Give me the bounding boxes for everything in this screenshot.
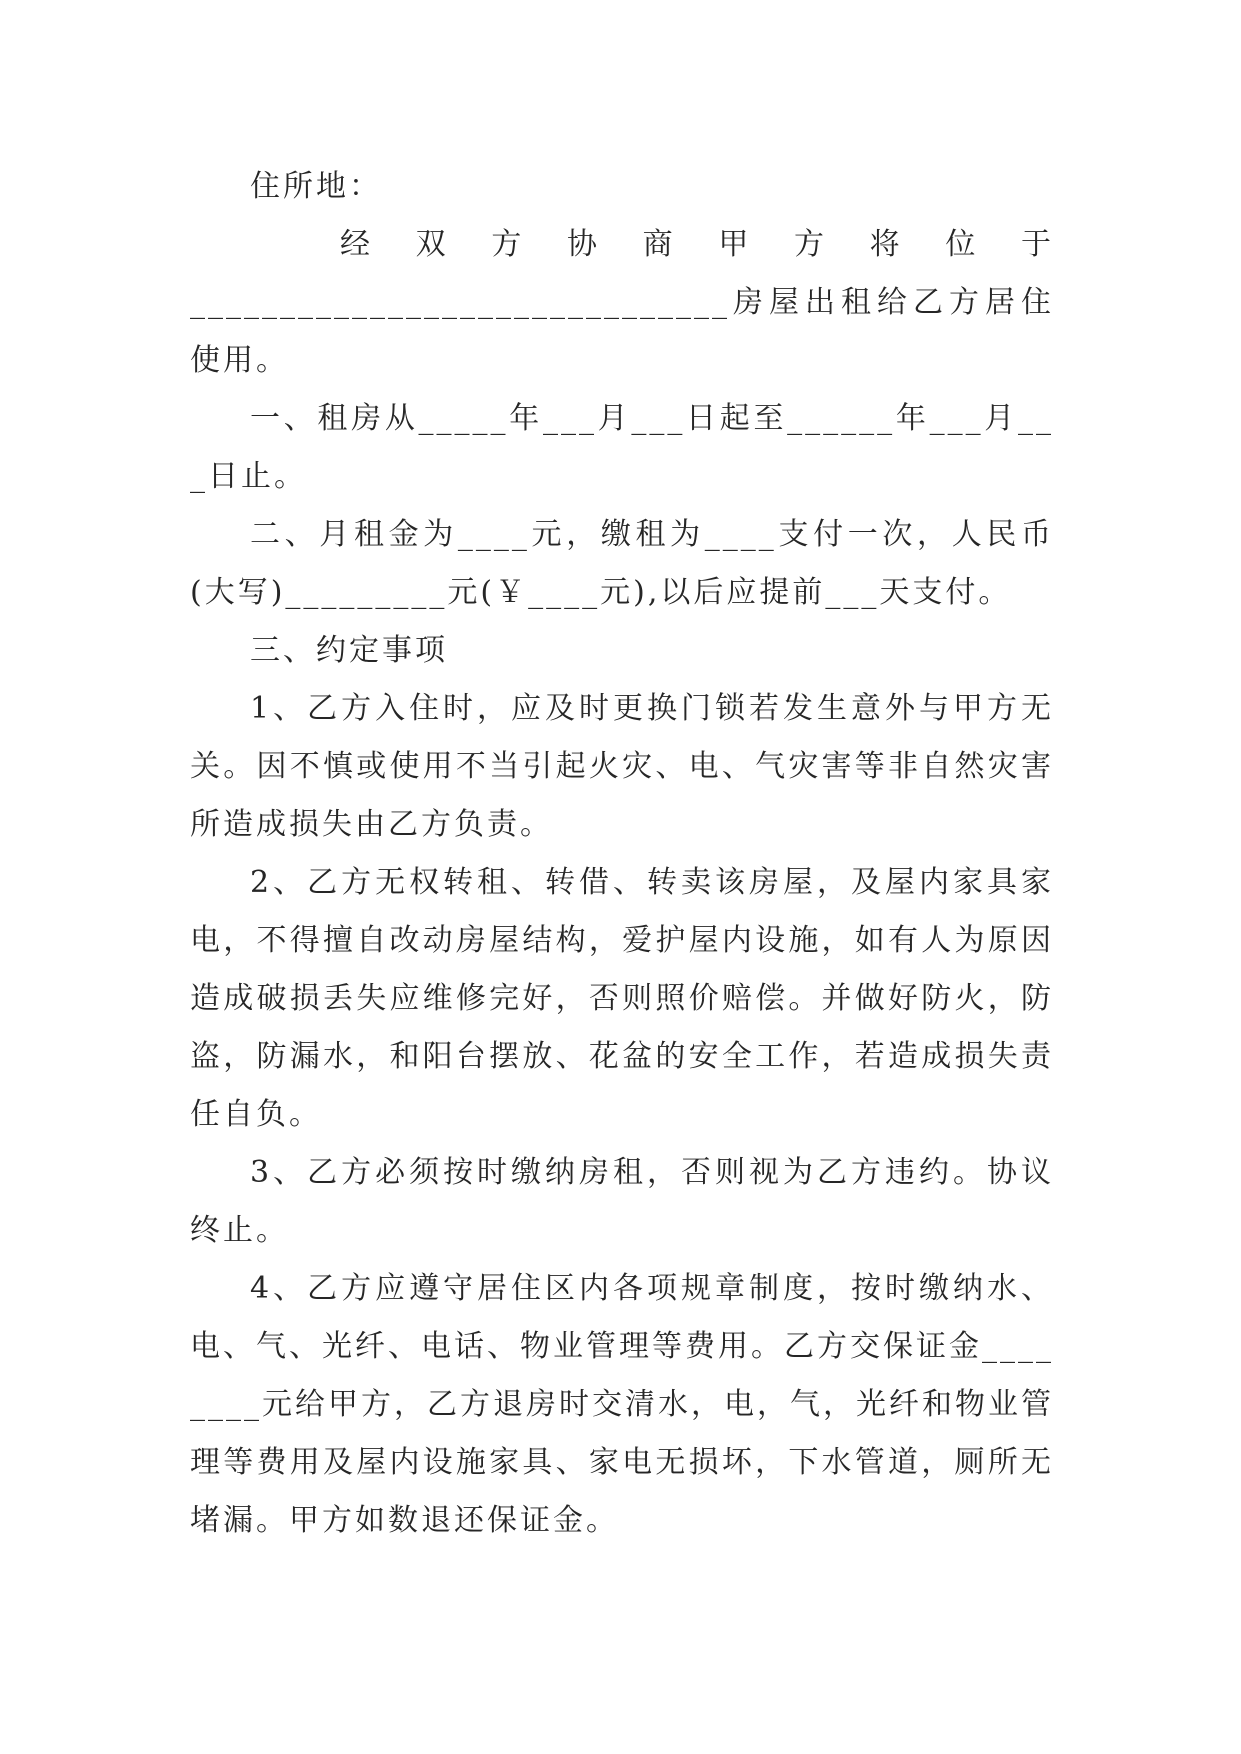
agreed-item-4: 4、乙方应遵守居住区内各项规章制度，按时缴纳水、电、气、光纤、电话、物业管理等费用。乙方交保证金________元给甲方，乙方退房时交清水，电，气，光纤和物业管理等费用及屋内设施家具、家电无损坏，下水管道，厕所无堵漏。甲方如数退还保证金。 [190, 1271, 1054, 1538]
agreed-item-3: 3、乙方必须按时缴纳房租，否则视为乙方违约。协议终止。 [190, 1155, 1054, 1248]
intro-spread-line: 经 双 方 协 商 甲 方 将 位 于 [340, 227, 1054, 262]
clause-rental-period: 一、租房从_____年___月___日起至______年___月___日止。 [190, 401, 1054, 494]
clause-rent-amount: 二、月租金为____元，缴租为____支付一次，人民币(大写)_________元(￥____元),以后应提前___天支付。 [190, 517, 1054, 610]
agreed-item-2: 2、乙方无权转租、转借、转卖该房屋，及屋内家具家电，不得擅自改动房屋结构，爱护屋内设施，如有人为原因造成破损丢失应维修完好，否则照价赔偿。并做好防火，防盗，防漏水，和阳台摆放、花盆的安全工作，若造成损失责任自负。 [190, 865, 1054, 1132]
document-body [190, 158, 1054, 1550]
residence-line: 住所地： [250, 169, 382, 204]
intro-continuation: ______________________________房屋出租给乙方居住使用。 [190, 285, 1054, 378]
clause-agreed-matters-title: 三、约定事项 [250, 633, 448, 668]
agreed-item-1: 1、乙方入住时，应及时更换门锁若发生意外与甲方无关。因不慎或使用不当引起火灾、电、气灾害等非自然灾害所造成损失由乙方负责。 [190, 691, 1054, 842]
